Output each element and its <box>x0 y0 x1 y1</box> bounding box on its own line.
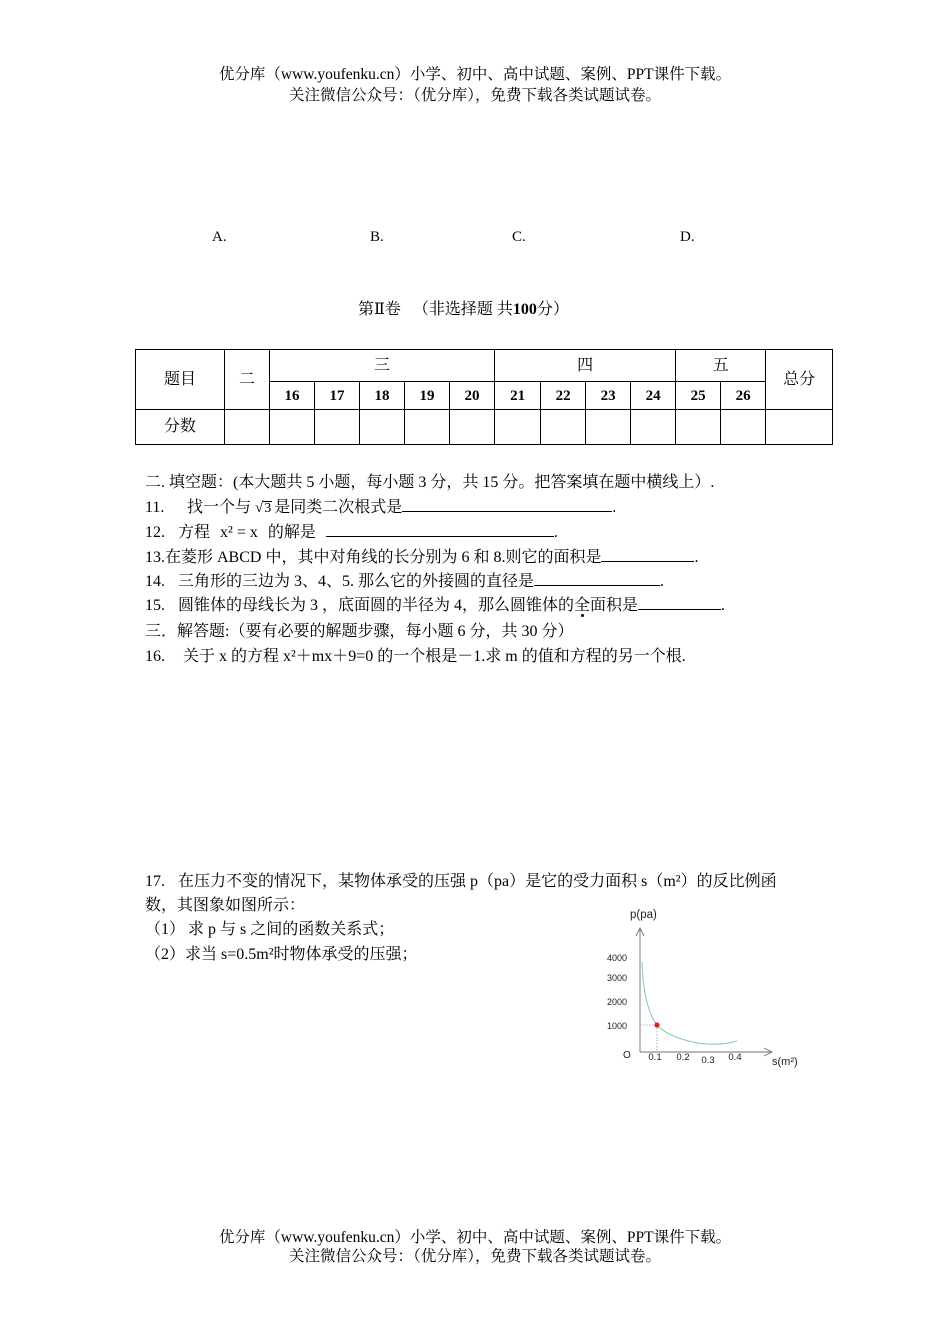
table-total-label: 总分 <box>766 350 833 410</box>
part-title-points: 100 <box>512 301 537 318</box>
part-title-unit: 分） <box>536 301 569 318</box>
table-question-16: 16 <box>270 382 315 410</box>
question-17-part-1 <box>145 919 394 941</box>
score-cell <box>315 410 360 445</box>
part-text: 求当 s=0.5m²时物体承受的压强； <box>185 946 418 963</box>
table-question-19: 19 <box>405 382 450 410</box>
footer-line-2: 关注微信公众号：（优分库），免费下载各类试题试卷。 <box>288 1248 661 1265</box>
part-title <box>358 300 569 320</box>
x-tick-label: 0.1 <box>648 1052 662 1063</box>
header-line-2: 关注微信公众号：（优分库），免费下载各类试题试卷。 <box>288 87 661 104</box>
question-11 <box>145 496 616 519</box>
table-group-five: 五 <box>676 350 766 382</box>
question-text: 面积是 <box>590 597 639 614</box>
x-axis-label: s(m²) <box>772 1056 798 1068</box>
table-question-21: 21 <box>495 382 541 410</box>
table-header-row <box>136 350 833 382</box>
score-cell <box>721 410 766 445</box>
question-number: 14. <box>145 573 165 590</box>
question-number: 15. <box>145 597 165 614</box>
table-question-20: 20 <box>450 382 495 410</box>
score-table <box>135 349 833 445</box>
option-d: D. <box>680 229 695 245</box>
score-cell <box>450 410 495 445</box>
score-cell <box>270 410 315 445</box>
part-title-desc: （非选择题 共 <box>412 301 513 318</box>
score-cell <box>225 410 270 445</box>
x-tick-label: 0.4 <box>728 1052 742 1063</box>
emphasized-char: 全 <box>574 597 591 614</box>
question-number: 12. <box>145 524 165 541</box>
origin-label: O <box>623 1050 631 1061</box>
table-score-row <box>136 410 833 445</box>
y-tick-label: 4000 <box>606 953 627 963</box>
question-text: 圆锥体的母线长为 3 ，底面圆的半径为 4，那么圆锥体的 <box>178 597 575 614</box>
part-text: 求 p 与 s 之间的函数关系式； <box>188 921 395 938</box>
y-axis-label: p(pa) <box>630 909 657 921</box>
solve-heading: 三．解答题:（要有必要的解题步骤，每小题 6 分，共 30 分） <box>145 623 574 640</box>
table-item-label: 题目 <box>136 350 225 410</box>
table-question-25: 25 <box>676 382 721 410</box>
question-13 <box>145 546 698 569</box>
answer-blank <box>326 521 554 537</box>
question-number: 13. <box>145 549 165 566</box>
question-text: 关于 x 的方程 x²＋mx＋9=0 的一个根是－1.求 m 的值和方程的另一个根. <box>183 648 686 665</box>
x-tick-label: 0.3 <box>701 1055 715 1066</box>
question-17 <box>145 871 777 893</box>
pressure-area-graph <box>595 900 810 1075</box>
table-question-24: 24 <box>631 382 676 410</box>
score-table-body <box>136 350 833 445</box>
score-cell <box>495 410 541 445</box>
answer-blank <box>638 594 721 610</box>
y-tick-label: 2000 <box>606 997 627 1007</box>
question-text: 方程 <box>178 524 211 541</box>
score-cell <box>766 410 833 445</box>
answer-blank <box>402 496 612 512</box>
question-text: 找一个与 <box>187 499 252 516</box>
y-tick-label: 1000 <box>606 1021 627 1031</box>
y-tick-label: 3000 <box>606 973 627 983</box>
option-b: B. <box>370 229 384 245</box>
radical-sign: √ <box>255 500 264 516</box>
question-text: 是同类二次根式是 <box>274 499 403 516</box>
question-17-continued: 数，其图象如图所示： <box>145 897 306 914</box>
part-number: （2） <box>145 946 186 963</box>
highlight-point <box>654 1022 659 1027</box>
question-text: 的解是 <box>267 524 316 541</box>
answer-blank <box>601 546 694 562</box>
question-end: . <box>694 549 699 566</box>
table-question-23: 23 <box>586 382 631 410</box>
score-cell <box>676 410 721 445</box>
question-end: . <box>660 573 665 590</box>
question-15 <box>145 594 725 617</box>
equation: x² = x <box>220 524 258 541</box>
table-section-two: 二 <box>225 350 270 410</box>
score-cell <box>405 410 450 445</box>
header-line-1: 优分库（www.youfenku.cn）小学、初中、高中试题、案例、PPT课件下载。 <box>218 66 732 83</box>
question-12 <box>145 521 558 544</box>
table-question-17: 17 <box>315 382 360 410</box>
score-cell <box>360 410 405 445</box>
answer-blank <box>534 570 660 586</box>
question-text: 在菱形 ABCD 中，其中对角线的长分别为 6 和 8.则它的面积是 <box>165 549 602 566</box>
question-14 <box>145 570 664 593</box>
part-number: （1） <box>145 921 186 938</box>
score-cell <box>541 410 586 445</box>
question-16 <box>145 646 686 668</box>
x-tick-label: 0.2 <box>676 1052 690 1063</box>
footer-line-1: 优分库（www.youfenku.cn）小学、初中、高中试题、案例、PPT课件下载。 <box>218 1229 732 1246</box>
part-title-volume: 第Ⅱ卷 <box>358 301 401 318</box>
score-cell <box>586 410 631 445</box>
radicand: 3 <box>264 501 272 516</box>
question-number: 17. <box>145 873 165 890</box>
question-text: 三角形的三边为 3、4、5. 那么它的外接圆的直径是 <box>178 573 535 590</box>
hyperbola-curve <box>642 962 737 1044</box>
table-score-label: 分数 <box>136 410 225 445</box>
question-17-part-2 <box>145 944 418 966</box>
question-end: . <box>721 597 726 614</box>
fill-in-heading: 二. 填空题：(本大题共 5 小题，每小题 3 分，共 15 分。把答案填在题中横线上）. <box>145 474 715 491</box>
option-a: A. <box>212 229 227 245</box>
question-number: 16. <box>145 648 165 665</box>
table-question-26: 26 <box>721 382 766 410</box>
question-text: 在压力不变的情况下，某物体承受的压强 p（pa）是它的受力面积 s（m²）的反比例函 <box>178 873 777 890</box>
table-question-22: 22 <box>541 382 586 410</box>
score-cell <box>631 410 676 445</box>
table-question-18: 18 <box>360 382 405 410</box>
table-group-four: 四 <box>495 350 676 382</box>
option-c: C. <box>512 229 526 245</box>
table-group-three: 三 <box>270 350 495 382</box>
question-end: . <box>553 524 558 541</box>
question-number: 11. <box>145 499 165 516</box>
question-end: . <box>612 499 617 516</box>
sqrt-expression <box>255 497 272 519</box>
